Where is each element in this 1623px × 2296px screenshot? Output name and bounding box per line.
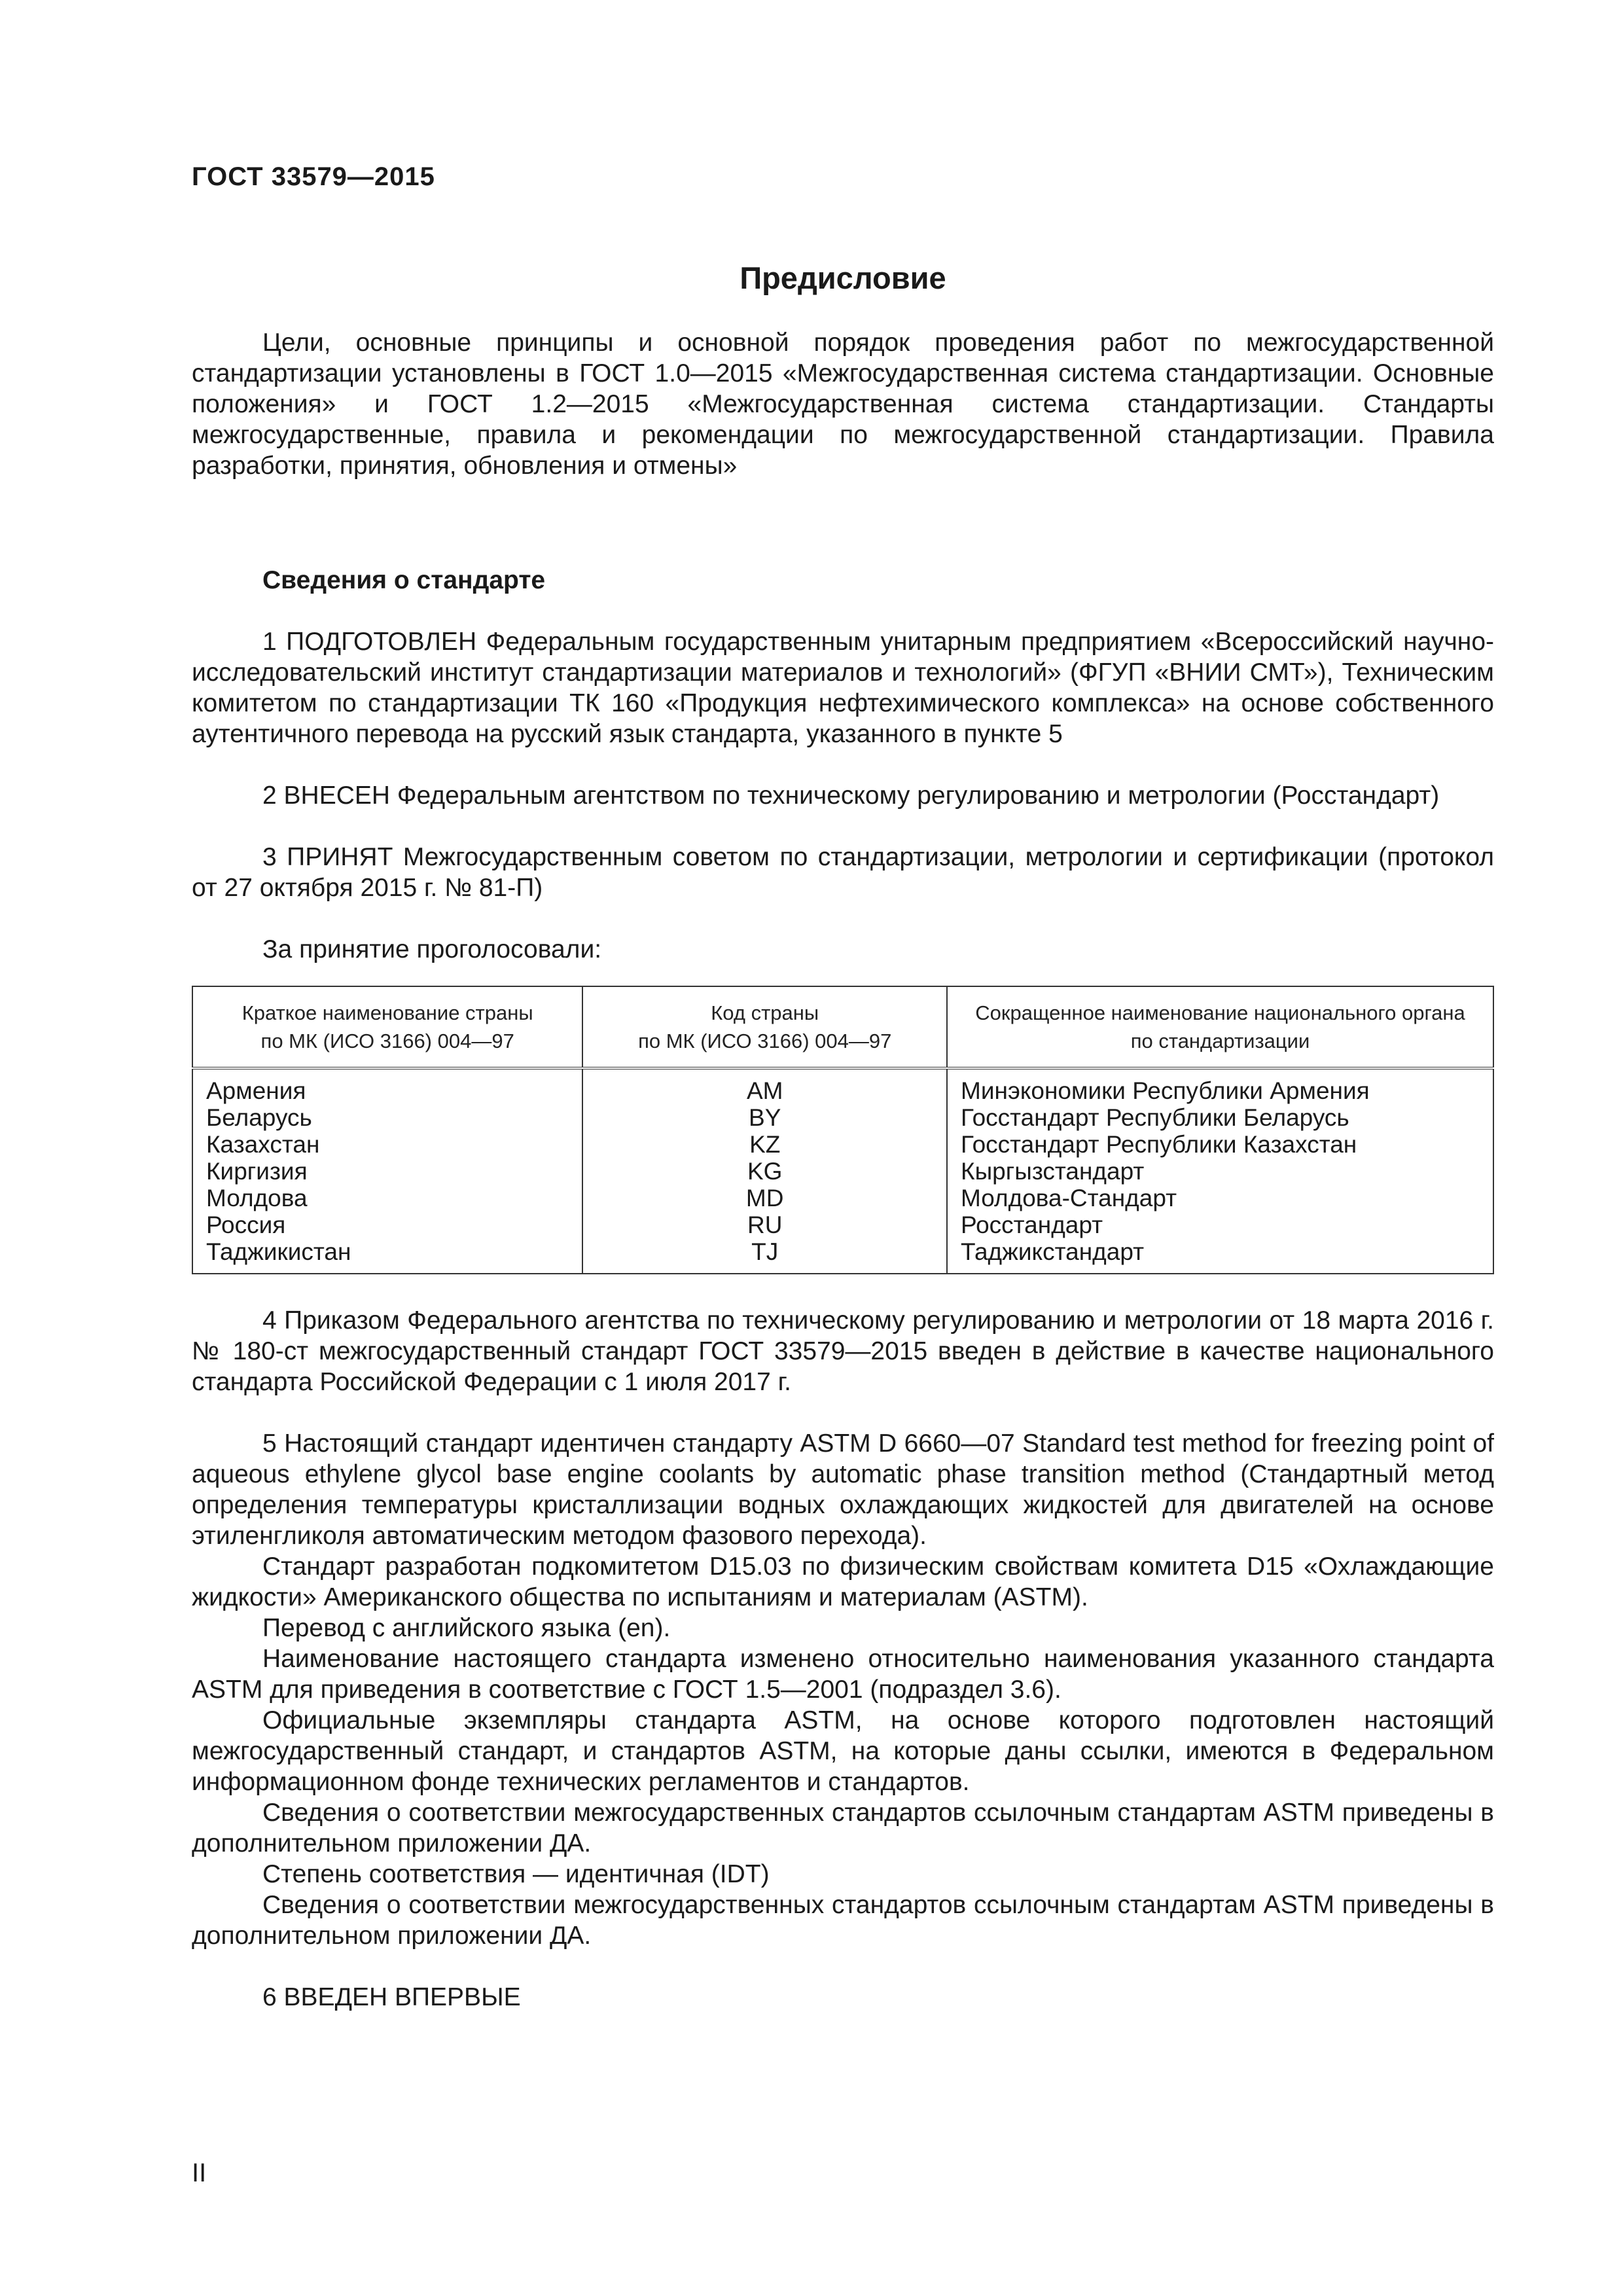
intro-paragraph: Цели, основные принципы и основной порядок проведения работ по межгосударственной стандартизации установлены в ГОСТ 1.0—2015 «Межгосударственная система стандартизации. Основные положения» и ГОСТ 1.2—2015 «Межгосударственная система стандартизации. Стандарты межгосударственные, правила и рекомендации по межгосударственной стандартизации. Правила разработки, принятия, обновления и отмены» xyxy=(192,329,1494,480)
item-3-paragraph: 3 ПРИНЯТ Межгосударственным советом по стандартизации, метрологии и сертификации (протокол от 27 октября 2015 г. № 81-П) xyxy=(192,843,1494,902)
code-cell: RU xyxy=(747,1211,783,1238)
member-states-table xyxy=(192,986,1494,1274)
item-2-paragraph: 2 ВНЕСЕН Федеральным агентством по техническому регулированию и метрологии (Росстандарт) xyxy=(262,781,1440,810)
document-id: ГОСТ 33579—2015 xyxy=(192,162,435,191)
body-cell: Молдова-Стандарт xyxy=(961,1185,1177,1211)
code-column xyxy=(582,1068,947,1274)
item-5-correspondence-repeat: Сведения о соответствии межгосударственных стандартов ссылочным стандартам ASTM приведены в дополнительном приложении ДА. xyxy=(192,1891,1494,1950)
code-cell: BY xyxy=(749,1104,781,1131)
item-5-correspondence: Сведения о соответствии межгосударственных стандартов ссылочным стандартам ASTM приведены в дополнительном приложении ДА. xyxy=(192,1799,1494,1857)
body-cell: Таджикстандарт xyxy=(961,1238,1145,1265)
section-heading: Сведения о стандарте xyxy=(262,566,546,594)
item-4-paragraph: 4 Приказом Федерального агентства по техническому регулированию и метрологии от 18 марта 2016 г. № 180-ст межгосударственный стандарт ГОСТ 33579—2015 введен в действие в качестве национального стандарта Российской Федерации с 1 июля 2017 г. xyxy=(192,1306,1494,1396)
document-page xyxy=(192,157,1494,2013)
body-cell: Кыргызстандарт xyxy=(961,1158,1145,1185)
header-body-line-1: Сокращенное наименование национального органа xyxy=(975,1001,1465,1024)
item-6-paragraph: 6 ВВЕДЕН ВПЕРВЫЕ xyxy=(262,1983,521,2011)
item-5-translation: Перевод с английского языка (en). xyxy=(262,1614,671,1642)
country-cell: Киргизия xyxy=(206,1158,308,1185)
country-column xyxy=(192,1068,582,1274)
country-cell: Россия xyxy=(206,1211,286,1238)
header-country-line-1: Краткое наименование страны xyxy=(241,1001,533,1024)
item-5-name-change: Наименование настоящего стандарта изменено относительно наименования указанного стандарта ASTM для приведения в соответствие с ГОСТ 1.5—2001 (подраздел 3.6). xyxy=(192,1645,1494,1704)
body-cell: Госстандарт Республики Казахстан xyxy=(961,1131,1357,1158)
country-cell: Казахстан xyxy=(206,1131,320,1158)
body-cell: Росстандарт xyxy=(961,1211,1103,1238)
vote-lead: За принятие проголосовали: xyxy=(262,935,602,963)
item-5-degree: Степень соответствия — идентичная (IDT) xyxy=(262,1860,770,1888)
page-title: Предисловие xyxy=(740,260,946,295)
table-header-row xyxy=(192,986,1493,1068)
code-cell: MD xyxy=(745,1185,784,1211)
item-5-developer: Стандарт разработан подкомитетом D15.03 по физическим свойствам комитета D15 «Охлаждающие жидкости» Американского общества по испытаниям и материалам (ASTM). xyxy=(192,1552,1494,1611)
body-column xyxy=(947,1068,1493,1274)
code-cell: TJ xyxy=(751,1238,779,1265)
header-code-line-2: по МК (ИСО 3166) 004—97 xyxy=(638,1030,892,1052)
code-cell: AM xyxy=(746,1077,783,1104)
country-cell: Таджикистан xyxy=(206,1238,351,1265)
code-cell: KZ xyxy=(749,1131,781,1158)
body-cell: Госстандарт Республики Беларусь xyxy=(961,1104,1349,1131)
body-cell: Минэкономики Республики Армения xyxy=(961,1077,1370,1104)
header-code xyxy=(582,986,947,1068)
table-body-row xyxy=(192,1068,1493,1274)
item-1-paragraph: 1 ПОДГОТОВЛЕН Федеральным государственным унитарным предприятием «Всероссийский научно-исследовательский институт стандартизации материалов и технологий» (ФГУП «ВНИИ СМТ»), Техническим комитетом по стандартизации ТК 160 «Продукция нефтехимического комплекса» на основе собственного аутентичного перевода на русский язык стандарта, указанного в пункте 5 xyxy=(192,628,1494,748)
item-5-official-copies: Официальные экземпляры стандарта ASTM, на основе которого подготовлен настоящий межгосударственный стандарт, и стандартов ASTM, на которые даны ссылки, имеются в Федеральном информационном фонде технических регламентов и стандартов. xyxy=(192,1706,1494,1796)
country-cell: Молдова xyxy=(206,1185,308,1211)
header-country xyxy=(192,986,582,1068)
item-5-paragraph: 5 Настоящий стандарт идентичен стандарту ASTM D 6660—07 Standard test method for freezing point of aqueous ethylene glycol base engine coolants by automatic phase transition method (Стандартный метод определения температуры кристаллизации водных охлаждающих жидкостей для двигателей на основе этиленгликоля автоматическим методом фазового перехода). xyxy=(192,1429,1494,1550)
code-cell: KG xyxy=(747,1158,783,1185)
header-body-line-2: по стандартизации xyxy=(1130,1030,1310,1052)
header-body xyxy=(947,986,1493,1068)
country-cell: Беларусь xyxy=(206,1104,312,1131)
header-code-line-1: Код страны xyxy=(711,1001,819,1024)
country-cell: Армения xyxy=(206,1077,306,1104)
header-country-line-2: по МК (ИСО 3166) 004—97 xyxy=(260,1030,514,1052)
page-number: II xyxy=(192,2159,207,2187)
